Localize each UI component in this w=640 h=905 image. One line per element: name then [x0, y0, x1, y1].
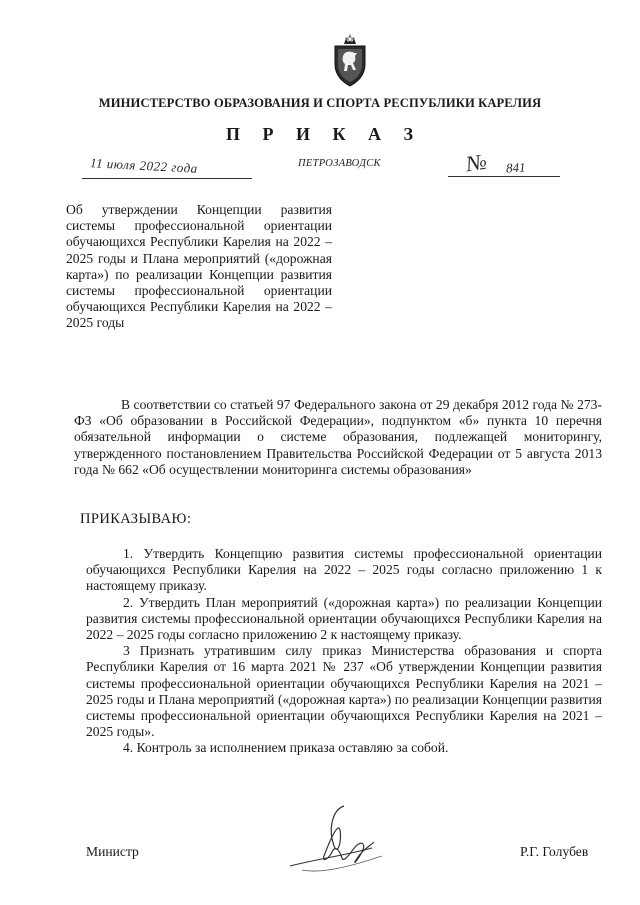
preamble-paragraph: В соответствии со статьей 97 Федерального закона от 29 декабря 2012 года № 273-ФЗ «Об образовании в Российской Федерации», подпунктом «б» пункта 10 перечня обязательной информации о системе образования, подлежащей мониторингу, утвержденного постановлением Правительства Российской Федерации от 5 августа 2013 года № 662 «Об осуществлении мониторинга системы образования» — [74, 397, 602, 477]
date-underline — [82, 178, 252, 179]
number-underline — [448, 176, 560, 177]
order-items — [86, 546, 602, 757]
ministry-name: МИНИСТЕРСТВО ОБРАЗОВАНИЯ И СПОРТА РЕСПУБЛИКИ КАРЕЛИЯ — [98, 96, 542, 110]
order-date: 11 июля 2022 года — [89, 155, 199, 176]
signatory-name: Р.Г. Голубев — [520, 844, 589, 859]
order-item: 2. Утвердить План мероприятий («дорожная карта») по реализации Концепции развития системы профессиональной ориентации обучающихся Республики Карелия на 2022 – 2025 годы согласно приложению 2 к настоящему приказу. — [86, 594, 602, 643]
order-item: 1. Утвердить Концепцию развития системы профессиональной ориентации обучающихся Республики Карелия на 2022 – 2025 годы согласно приложению 1 к настоящему приказу. — [86, 546, 602, 594]
signatory-role: Министр — [86, 844, 139, 859]
order-item: 4. Контроль за исполнением приказа оставляю за собой. — [123, 740, 449, 756]
order-directive-word: ПРИКАЗЫВАЮ: — [80, 511, 192, 527]
order-item: 3 Признать утратившим силу приказ Министерства образования и спорта Республики Карелия от 16 марта 2021 № 237 «Об утверждении Концепции развития системы профессиональной ориентации обучающихся Республики Карелия на 2021 – 2025 годы и Плана мероприятий («дорожная карта») по реализации Концепции развития системы профессиональной ориентации обучающихся Республики Карелия на 2021 – 2025 годы». — [86, 643, 602, 740]
order-number: 841 — [505, 159, 526, 176]
coat-of-arms-icon — [330, 34, 370, 88]
handwritten-signature — [282, 800, 402, 880]
number-sign: № — [464, 148, 489, 177]
order-subject: Об утверждении Концепции развития системы профессиональной ориентации обучающихся Республики Карелия на 2022 – 2025 годы и Плана мероприятий («дорожная карта») по реализации Концепции развития системы профессиональной ориентации обучающихся Республики Карелия на 2022 – 2025 годы — [66, 202, 332, 331]
city-name: ПЕТРОЗАВОДСК — [298, 158, 381, 169]
document-type-title: П Р И К А З — [225, 124, 423, 144]
